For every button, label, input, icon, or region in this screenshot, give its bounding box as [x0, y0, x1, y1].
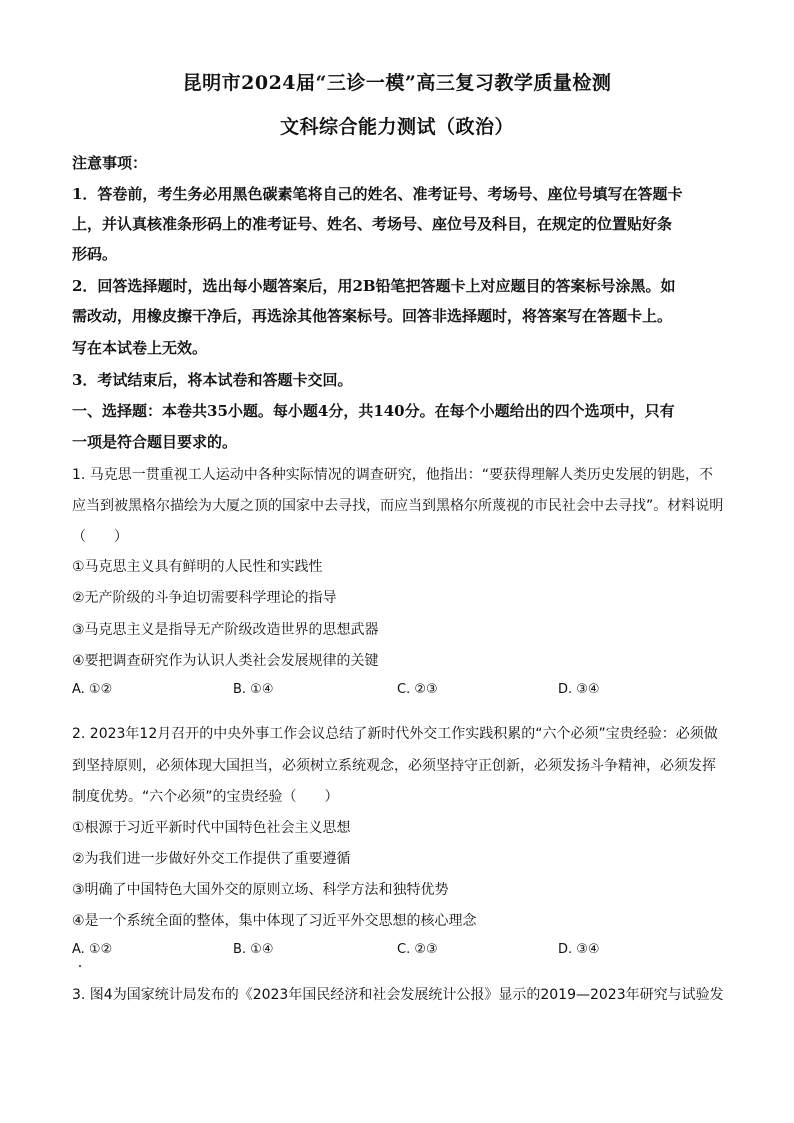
question-2-stem: 2. 2023年12月召开的中央外事工作会议总结了新时代外交工作实践积累的“六个必须”宝贵经验：必须做: [72, 726, 718, 742]
question-2-statement: ③明确了中国特色大国外交的原则立场、科学方法和独特优势: [72, 882, 449, 898]
notice-line: 1．答卷前，考生务必用黑色碳素笔将自己的姓名、准考证号、考场号、座位号填写在答题卡: [72, 185, 683, 203]
question-2-option-a: A. ①②: [72, 942, 113, 957]
question-3-stem: 3. 图4为国家统计局发布的《2023年国民经济和社会发展统计公报》显示的2019—2023年研究与试验发: [72, 987, 724, 1003]
exam-subtitle: 文科综合能力测试（政治）: [279, 116, 514, 138]
notice-line: 形码。: [72, 245, 118, 263]
question-2-stem: 制度优势。“六个必须”的宝贵经验（ ）: [72, 789, 339, 805]
notice-heading: 注意事项：: [72, 154, 148, 172]
question-2-statement: ④是一个系统全面的整体，集中体现了习近平外交思想的核心理念: [72, 913, 477, 929]
notice-line: 上，并认真核准条形码上的准考证号、姓名、考场号、座位号及科目，在规定的位置贴好条: [72, 215, 673, 233]
question-2-statement: ②为我们进一步做好外交工作提供了重要遵循: [72, 851, 351, 867]
stray-mark: [79, 965, 81, 967]
question-1-option-c: C. ②③: [397, 682, 438, 697]
question-2-option-c: C. ②③: [397, 942, 438, 957]
section-heading: 一、选择题：本卷共35小题。每小题4分，共140分。在每个小题给出的四个选项中，只有: [72, 402, 675, 420]
question-1-stem: （ ）: [72, 529, 128, 545]
question-1-statement: ③马克思主义是指导无产阶级改造世界的思想武器: [72, 622, 379, 638]
question-1-statement: ①马克思主义具有鲜明的人民性和实践性: [72, 559, 323, 575]
exam-title: 昆明市2024届“三诊一模”高三复习教学质量检测: [182, 72, 612, 94]
question-2-option-b: B. ①④: [233, 942, 274, 957]
question-2-statement: ①根源于习近平新时代中国特色社会主义思想: [72, 820, 351, 836]
question-2-option-d: D. ③④: [558, 942, 600, 957]
question-1-option-a: A. ①②: [72, 682, 113, 697]
question-1-statement: ④要把调查研究作为认识人类社会发展规律的关键: [72, 653, 379, 669]
notice-line: 需改动，用橡皮擦干净后，再选涂其他答案标号。回答非选择题时，将答案写在答题卡上。: [72, 307, 673, 325]
section-heading: 一项是符合题目要求的。: [72, 433, 238, 451]
question-2-stem: 到坚持原则，必须体现大国担当，必须树立系统观念，必须坚持守正创新，必须发扬斗争精神，必须发挥: [72, 758, 716, 774]
question-1-option-d: D. ③④: [558, 682, 600, 697]
question-1-statement: ②无产阶级的斗争迫切需要科学理论的指导: [72, 590, 337, 606]
notice-line: 3．考试结束后，将本试卷和答题卡交回。: [72, 371, 353, 389]
notice-line: 2．回答选择题时，选出每小题答案后，用2B铅笔把答题卡上对应题目的答案标号涂黑。如: [72, 277, 676, 295]
question-1-stem: 应当到被黑格尔描绘为大厦之顶的国家中去寻找，而应当到黑格尔所蔑视的市民社会中去寻找”。材料说明: [72, 498, 724, 514]
notice-line: 写在本试卷上无效。: [72, 339, 208, 357]
question-1-option-b: B. ①④: [233, 682, 274, 697]
question-1-stem: 1. 马克思一贯重视工人运动中各种实际情况的调查研究，他指出：“要获得理解人类历史发展的钥匙，不: [72, 467, 714, 483]
